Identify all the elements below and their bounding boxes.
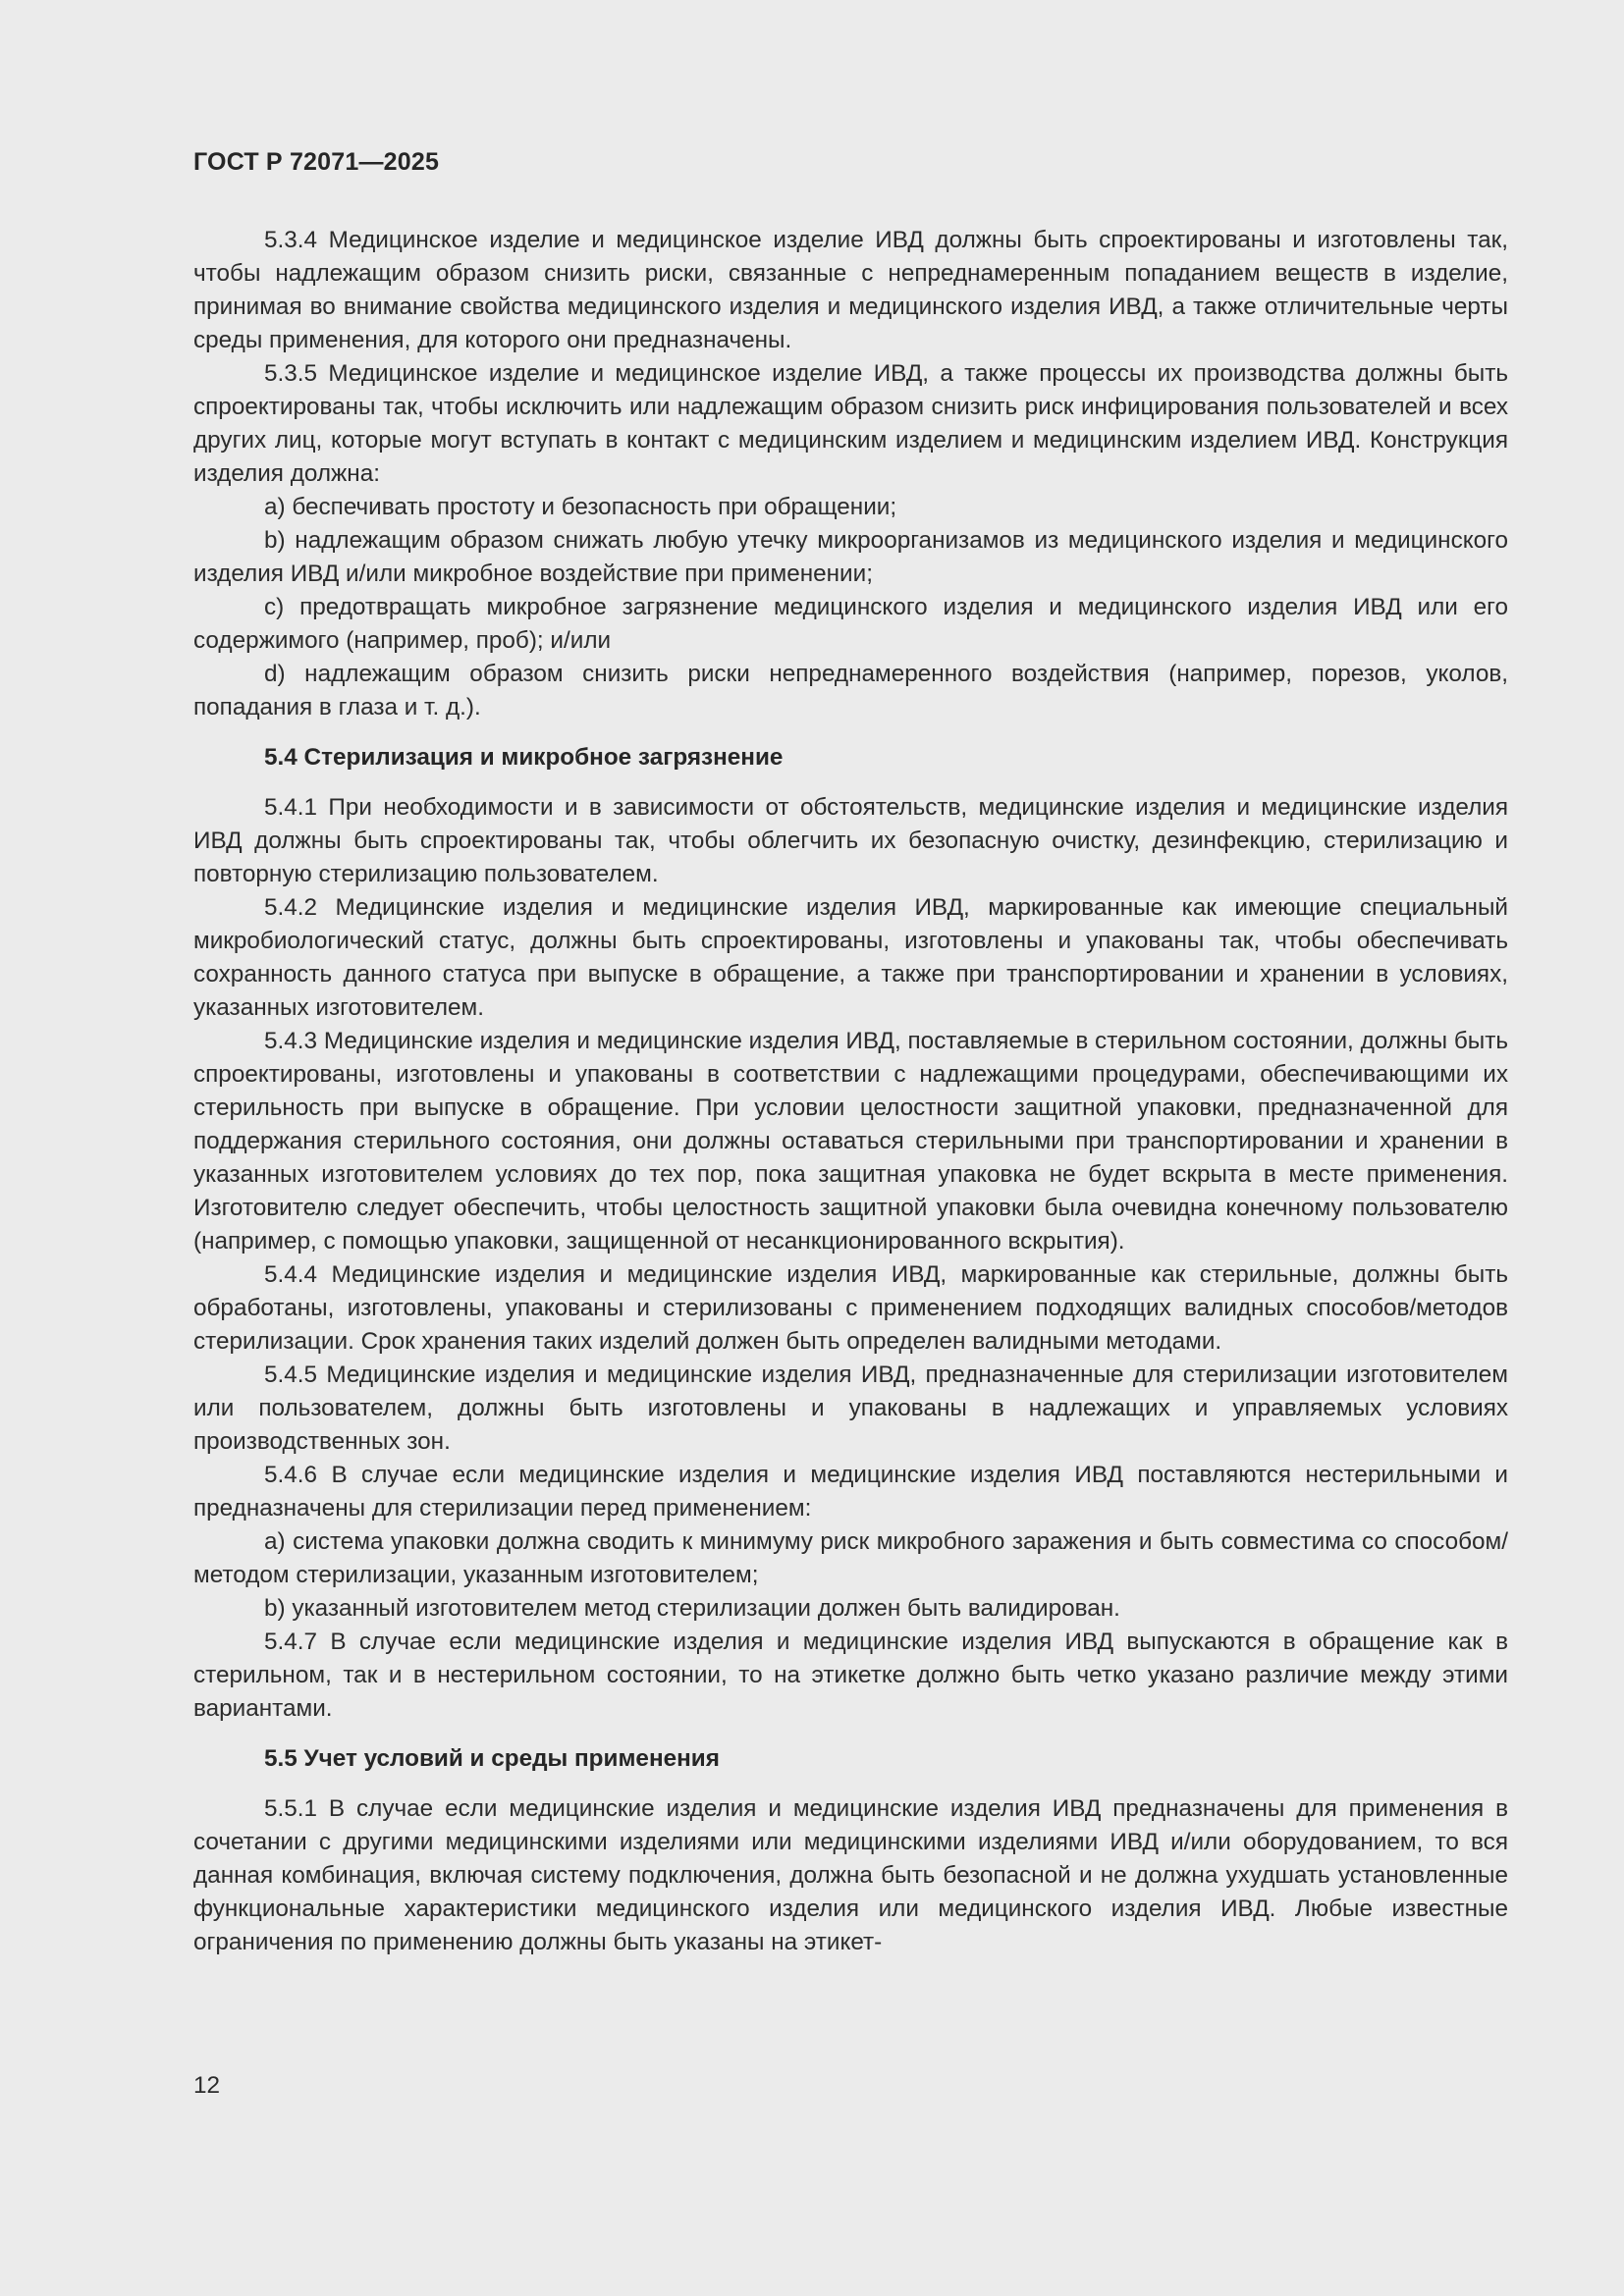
clause-5-3-5-item-b: b) надлежащим образом снижать любую утечку микроорганизамов из медицинского изделия и медицинского изделия ИВД и/или микробное воздействие при применении; [193, 527, 1508, 587]
section-heading-5-4: 5.4 Стерилизация и микробное загрязнение [264, 744, 784, 771]
clause-5-4-5: 5.4.5 Медицинские изделия и медицинские изделия ИВД, предназначенные для стерилизации изготовителем или пользователем, должны быть изготовлены и упакованы в надлежащих и управляемых условиях производственных зон. [193, 1362, 1508, 1455]
clause-5-3-4: 5.3.4 Медицинское изделие и медицинское изделие ИВД должны быть спроектированы и изготовлены так, чтобы надлежащим образом снизить риски, связанные с непреднамеренным попаданием веществ в изделие, принимая во внимание свойства медицинского изделия и медицинского изделия ИВД, а также отличительные черты среды применения, для которого они предназначены. [193, 227, 1508, 353]
clause-5-5-1: 5.5.1 В случае если медицинские изделия и медицинские изделия ИВД предназначены для применения в сочетании с другими медицинскими изделиями или медицинскими изделиями ИВД и/или оборудованием, то вся данная комбинация, включая систему подключения, должна быть безопасной и не должна ухудшать установленные функциональные характеристики медицинского изделия или медицинского изделия ИВД. Любые известные ограничения по применению должны быть указаны на этикет- [193, 1795, 1508, 1955]
clause-5-4-7: 5.4.7 В случае если медицинские изделия и медицинские изделия ИВД выпускаются в обращение как в стерильном, так и в нестерильном состоянии, то на этикетке должно быть четко указано различие между этими вариантами. [193, 1629, 1508, 1722]
clause-5-4-6-item-a: a) система упаковки должна сводить к минимуму риск микробного заражения и быть совместима со способом/методом стерилизации, указанным изготовителем; [193, 1528, 1508, 1588]
clause-5-4-4: 5.4.4 Медицинские изделия и медицинские изделия ИВД, маркированные как стерильные, должны быть обработаны, изготовлены, упакованы и стерилизованы с применением подходящих валидных способов/методов стерилизации. Срок хранения таких изделий должен быть определен валидными методами. [193, 1261, 1508, 1355]
document-body [193, 224, 1508, 1959]
clause-5-4-3: 5.4.3 Медицинские изделия и медицинские изделия ИВД, поставляемые в стерильном состоянии, должны быть спроектированы, изготовлены и упакованы в соответствии с надлежащими процедурами, обеспечивающими их стерильность при выпуске в обращение. При условии целостности защитной упаковки, предназначенной для поддержания стерильного состояния, они должны оставаться стерильными при транспортировании и хранении в указанных изготовителем условиях до тех пор, пока защитная упаковка не будет вскрыта в месте применения. Изготовителю следует обеспечить, чтобы целостность защитной упаковки была очевидна конечному пользователю (например, с помощью упаковки, защищенной от несанкционированного вскрытия). [193, 1028, 1508, 1255]
clause-5-4-1: 5.4.1 При необходимости и в зависимости от обстоятельств, медицинские изделия и медицинские изделия ИВД должны быть спроектированы так, чтобы облегчить их безопасную очистку, дезинфекцию, стерилизацию и повторную стерилизацию пользователем. [193, 794, 1508, 887]
clause-5-4-2: 5.4.2 Медицинские изделия и медицинские изделия ИВД, маркированные как имеющие специальный микробиологический статус, должны быть спроектированы, изготовлены и упакованы так, чтобы обеспечивать сохранность данного статуса при выпуске в обращение, а также при транспортировании и хранении в условиях, указанных изготовителем. [193, 894, 1508, 1021]
clause-5-3-5-item-c: c) предотвращать микробное загрязнение медицинского изделия и медицинского изделия ИВД или его содержимого (например, проб); и/или [193, 594, 1508, 654]
clause-5-4-6-item-b: b) указанный изготовителем метод стерилизации должен быть валидирован. [264, 1595, 1120, 1622]
clause-5-3-5-item-d: d) надлежащим образом снизить риски непреднамеренного воздействия (например, порезов, уколов, попадания в глаза и т. д.). [193, 661, 1508, 721]
page-number: 12 [193, 2072, 221, 2099]
section-heading-5-5: 5.5 Учет условий и среды применения [264, 1745, 720, 1772]
clause-5-4-6: 5.4.6 В случае если медицинские изделия и медицинские изделия ИВД поставляются нестерильными и предназначены для стерилизации перед применением: [193, 1462, 1508, 1522]
clause-5-3-5: 5.3.5 Медицинское изделие и медицинское изделие ИВД, а также процессы их производства должны быть спроектированы так, чтобы исключить или надлежащим образом снизить риск инфицирования пользователей и всех других лиц, которые могут вступать в контакт с медицинским изделием и медицинским изделием ИВД. Конструкция изделия должна: [193, 360, 1508, 487]
document-standard-id: ГОСТ Р 72071—2025 [193, 148, 440, 176]
clause-5-3-5-item-a: a) беспечивать простоту и безопасность при обращении; [264, 494, 897, 520]
